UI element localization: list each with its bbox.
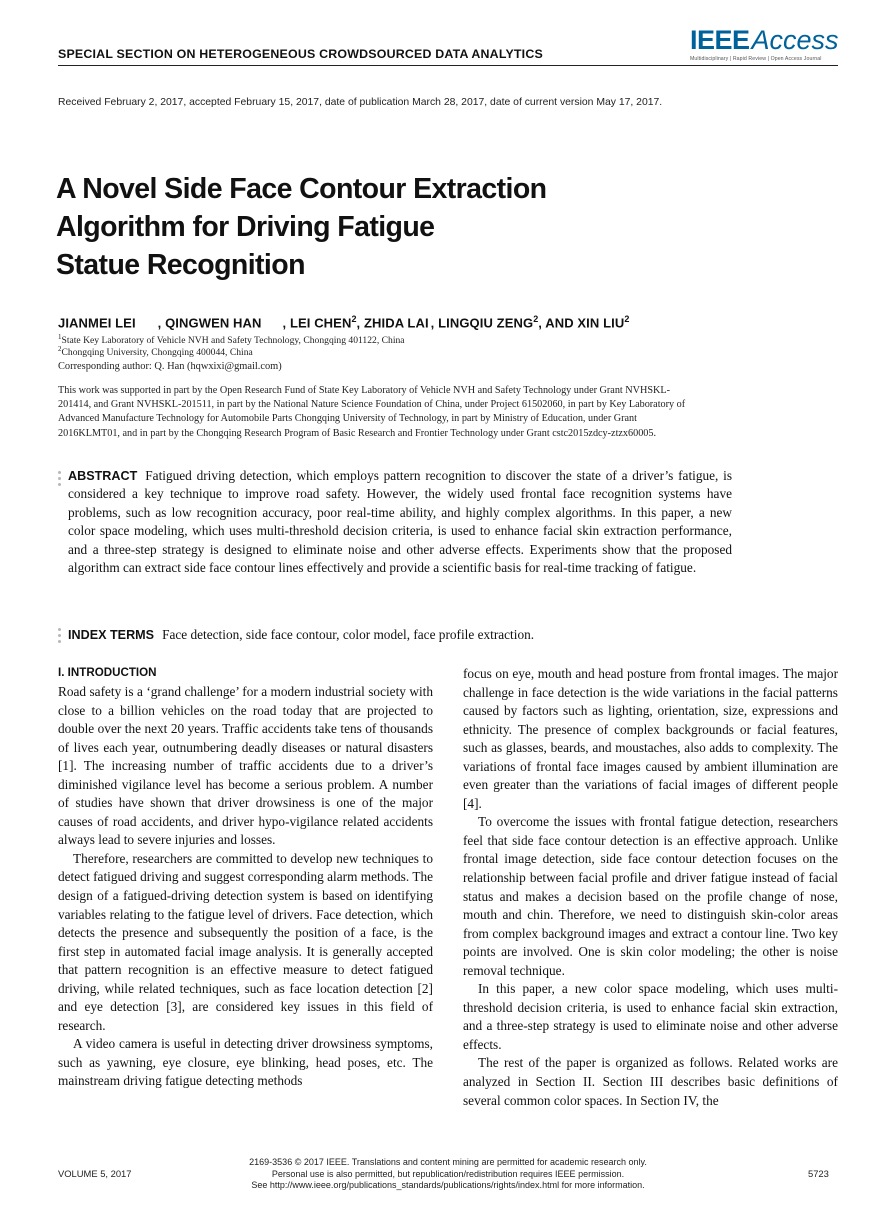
received-dates: Received February 2, 2017, accepted February 15, 2017, date of publication March 28, 2017, date of current version May 17, 2017. <box>58 97 663 108</box>
ieee-access-logo <box>690 26 840 66</box>
section-title: SPECIAL SECTION ON HETEROGENEOUS CROWDSOURCED DATA ANALYTICS <box>58 47 543 61</box>
left-column <box>58 683 433 1091</box>
author-4: , ZHIDA LAI <box>356 315 429 331</box>
copyright-notice <box>150 1157 746 1192</box>
index-terms-marker <box>58 628 61 646</box>
logo-ieee-text: IEEE <box>690 25 750 55</box>
section-heading-introduction: I. INTRODUCTION <box>58 666 157 679</box>
author-2: , QINGWEN HAN <box>157 315 262 331</box>
affiliation-number: 2 <box>58 345 62 353</box>
author-1: JIANMEI LEI <box>58 315 136 331</box>
affiliation-text: State Key Laboratory of Vehicle NVH and Safety Technology, Chongqing 401122, China <box>61 335 405 347</box>
right-column <box>463 665 838 1110</box>
copyright-line-1: 2169-3536 © 2017 IEEE. Translations and content mining are permitted for academic research only. <box>249 1157 647 1167</box>
copyright-line-3: See http://www.ieee.org/publications_standards/publications/rights/index.html for more information. <box>251 1180 645 1190</box>
index-terms <box>68 626 768 644</box>
paragraph: The rest of the paper is organized as follows. Related works are analyzed in Section II. Section III describes basic definitions of several common color spaces. In Section IV, the <box>463 1055 838 1108</box>
title-line-1: A Novel Side Face Contour Extraction <box>56 173 547 205</box>
affiliation-number: 1 <box>58 333 62 341</box>
index-terms-label: INDEX TERMS <box>68 628 155 642</box>
corresponding-author: Corresponding author: Q. Han (hqwxixi@gmail.com) <box>58 361 282 372</box>
paragraph: A video camera is useful in detecting driver drowsiness symptoms, such as yawning, eye closure, eye blinking, head poses, etc. The mainstream driving fatigue detecting methods <box>58 1036 433 1089</box>
page-number: 5723 <box>808 1168 829 1179</box>
author-list <box>58 314 629 330</box>
affiliation-text: Chongqing University, Chongqing 400044, China <box>61 347 253 359</box>
funding-statement: This work was supported in part by the Open Research Fund of State Key Laboratory of Vehicle NVH and Safety Technology under Grant NVHSKL-201414, and Grant NVHSKL-201511, in part by the National Nature Science Foundation of China, under Project 61502060, in part by Key Laboratory of Advanced Manufacture Technology for Automobile Parts Chongqing University of Technology, in part by Ministry of Education, under Grant 2016KLMT01, and in part by the Chongqing Research Program of Basic Research and Frontier Technology under Grant cstc2015zdcy-ztzx60005. <box>58 385 686 439</box>
author-6: , AND XIN LIU <box>538 315 625 331</box>
author-6-affil: 2 <box>624 314 630 324</box>
title-line-3: Statue Recognition <box>56 249 305 281</box>
paragraph: In this paper, a new color space modeling, which uses multi-threshold decision criteria, is used to enhance facial skin extraction, and a three-step strategy is used to eliminate noise and other adverse effects. <box>463 981 838 1052</box>
copyright-line-2: Personal use is also permitted, but republication/redistribution requires IEEE permission. <box>271 1168 625 1179</box>
logo-access-text: Access <box>751 25 839 55</box>
paragraph: focus on eye, mouth and head posture from frontal images. The major challenge in face detection is the wide variations in the facial patterns caused by factors such as lighting, orientation, size, expressions and ethnicity. The presence of complex backgrounds or facial features, such as glasses, beards, and moustaches, also adds to complexity. The variations of frontal face images caused by ambient illumination are even greater than the variations of facial images of different people [4]. <box>463 666 838 811</box>
affiliation-2 <box>58 345 253 358</box>
paragraph: Therefore, researchers are committed to develop new techniques to detect fatigued driving and suggest corresponding alarm methods. The design of a fatigued-driving detection system is based on identifying variables relating to the fatigue level of drivers. Face detection, which detects the presence and subsequently the position of a face, is the first step in automated facial image analysis. It is generally accepted that pattern recognition is an effective measure to detect fatigued driving, while related techniques, such as face location detection [2] and eye detection [3], are considered key issues in this field of research. <box>58 850 433 1033</box>
logo-tagline: Multidisciplinary | Rapid Review | Open Access Journal <box>690 56 822 62</box>
abstract <box>68 467 732 577</box>
paper-title <box>56 170 676 284</box>
author-3: , LEI CHEN <box>282 315 352 331</box>
author-3-affil: 2 <box>351 314 357 324</box>
abstract-label: ABSTRACT <box>68 469 138 483</box>
paragraph: Road safety is a ‘grand challenge’ for a modern industrial society with close to a billion vehicles on the road today that are projected to double over the next 20 years. Traffic accidents take tens of thousands of lives each year, outnumbering deadly diseases or natural disasters [1]. The increasing number of traffic accidents due to a driver’s diminished vigilance level has become a serious problem. A number of studies have shown that driver drowsiness is one of the major causes of road accidents, and driver hypo-vigilance related accidents always lead to severe injuries and losses. <box>58 684 433 848</box>
paragraph: To overcome the issues with frontal fatigue detection, researchers feel that side face contour detection is an effective approach. Unlike frontal image detection, side face contour detection focuses on the relationship between facial profile and driver fatigue instead of facial status and makes a decision based on the profile change of nose, mouth and chin. Therefore, we need to distinguish skin-color areas from complex background images and extract a contour line. Two key points are involved. One is skin color modeling; the other is noise removal technique. <box>463 814 838 978</box>
abstract-text: Fatigued driving detection, which employs pattern recognition to discover the state of a driver’s fatigue, is considered a key technique to improve road safety. However, the widely used frontal face recognition systems have problems, such as low recognition accuracy, poor real-time ability, and highly complex algorithms. In this paper, a new color space modeling, which uses multi-threshold decision criteria, is used to enhance facial skin extraction performance, and a three-step strategy is designed to eliminate noise and other adverse effects. Experiments show that the proposed algorithm can extract side face contour lines effectively and provide a scientific basis for real-time tracking of fatigue. <box>68 468 732 576</box>
volume-info: VOLUME 5, 2017 <box>58 1168 132 1179</box>
index-terms-text: Face detection, side face contour, color model, face profile extraction. <box>162 627 535 642</box>
author-5: , LINGQIU ZENG <box>430 315 534 331</box>
author-5-affil: 2 <box>533 314 539 324</box>
title-line-2: Algorithm for Driving Fatigue <box>56 211 435 243</box>
abstract-marker <box>58 471 61 489</box>
